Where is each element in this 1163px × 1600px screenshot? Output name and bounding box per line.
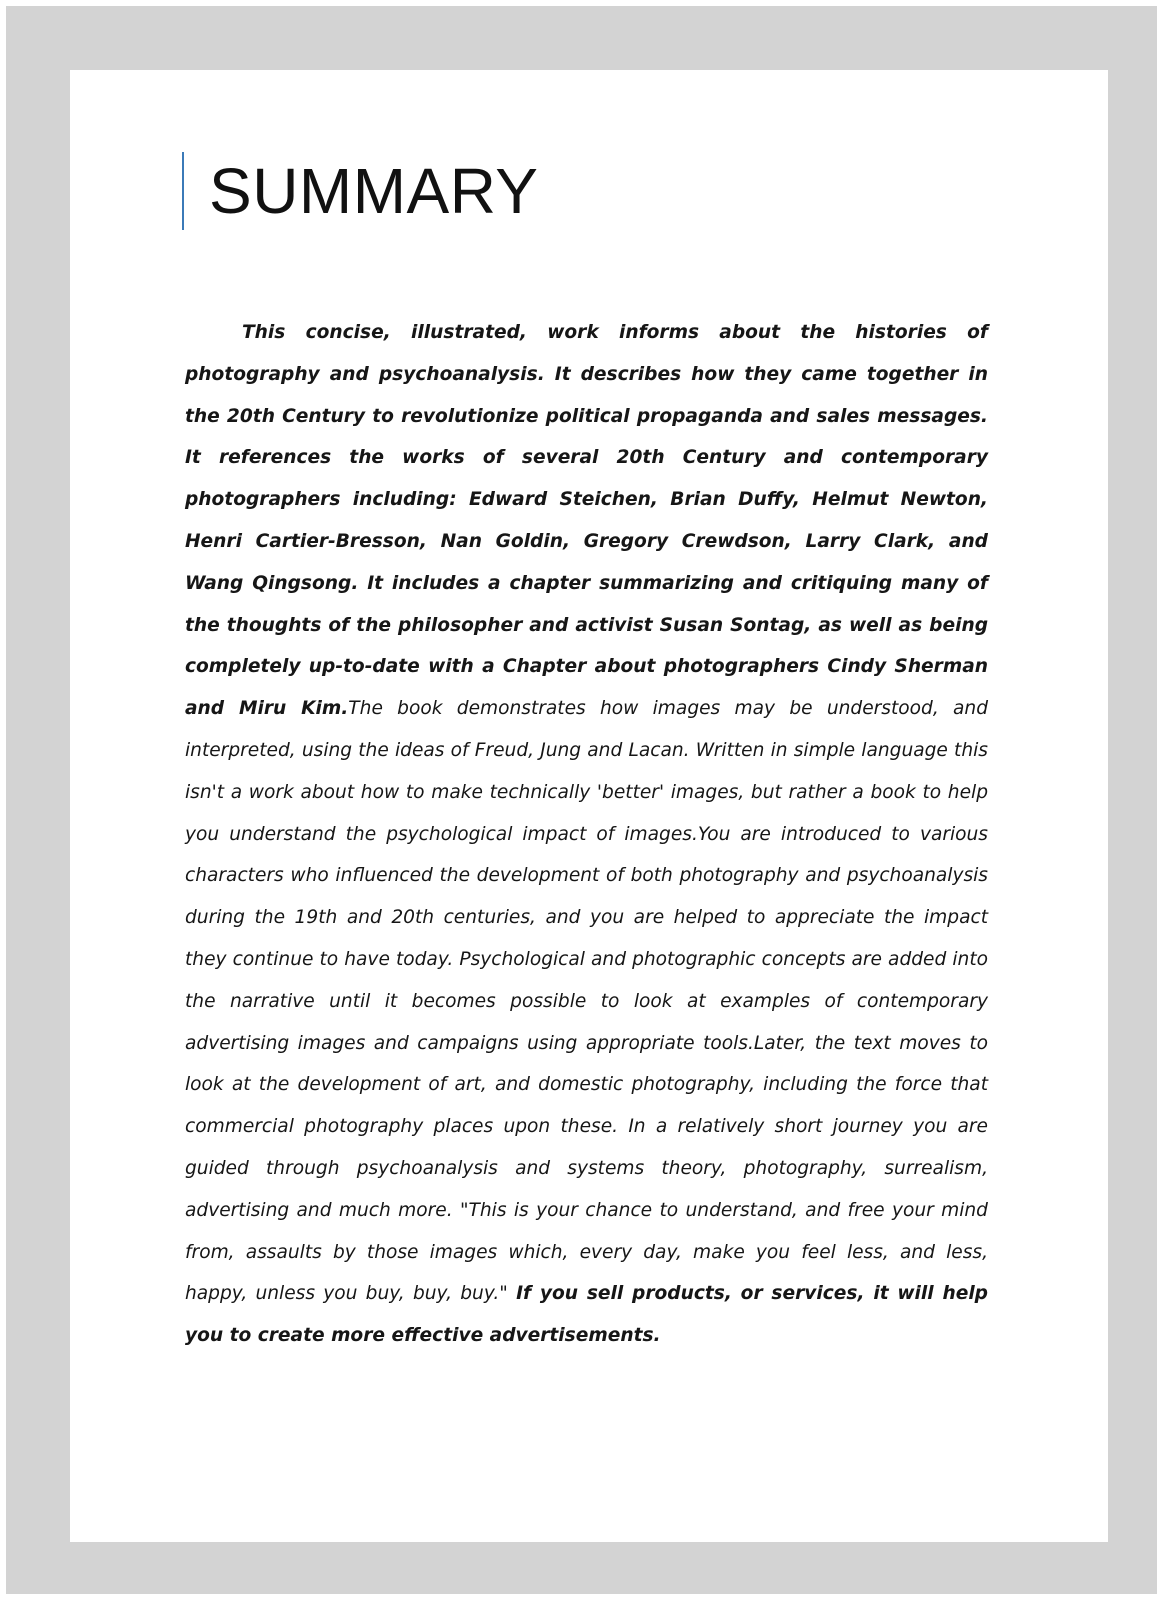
summary-paragraph [185, 312, 988, 1357]
summary-bold-intro: This concise, illustrated, work informs about the histories of photography and psychoanalysis. It describes how they came together in the 20th Century to revolutionize political propaganda and sales messages. It references the works of several 20th Century and contemporary photographers including: Edward Steichen, Brian Duffy, Helmut Newton, Henri Cartier-Bresson, Nan Goldin, Gregory Crewdson, Larry Clark, and Wang Qingsong. It includes a chapter summarizing and critiquing many of the thoughts of the philosopher and activist Susan Sontag, as well as being completely up-to-date with a Chapter about photographers Cindy Sherman and Miru Kim. [185, 322, 988, 720]
summary-bold-outro: If you sell products, or services, it will help you to create more effective advertisements. [185, 1283, 988, 1347]
document-page [70, 70, 1108, 1542]
page-title: SUMMARY [182, 152, 538, 230]
page-frame [6, 6, 1157, 1594]
summary-body: The book demonstrates how images may be understood, and interpreted, using the ideas of Freud, Jung and Lacan. Written in simple language this isn't a work about how to make technically 'better' images, but rather a book to help you understand the psychological impact of images.You are introduced to various characters who influenced the development of both photography and psychoanalysis during the 19th and 20th centuries, and you are helped to appreciate the impact they continue to have today. Psychological and photographic concepts are added into the narrative until it becomes possible to look at examples of contemporary advertising images and campaigns using appropriate tools.Later, the text moves to look at the development of art, and domestic photography, including the force that commercial photography places upon these. In a relatively short journey you are guided through psychoanalysis and systems theory, photography, surrealism, advertising and much more. "This is your chance to understand, and free your mind from, assaults by those images which, every day, make you feel less, and less, happy, unless you buy, buy, buy." [185, 698, 988, 1305]
